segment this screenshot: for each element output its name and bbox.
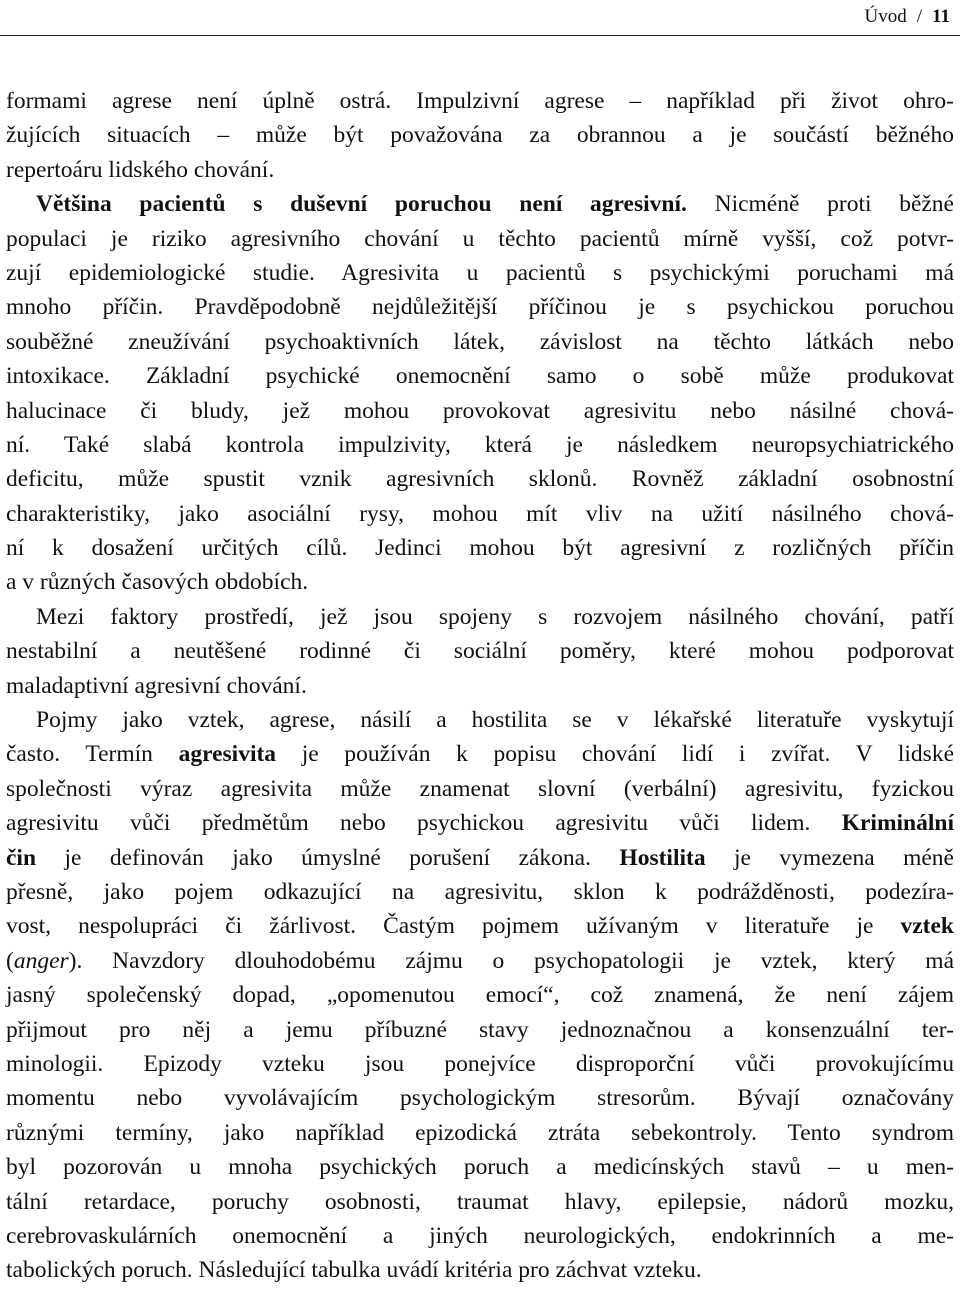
text-line	[6, 806, 954, 840]
text-line	[6, 841, 954, 875]
text-line	[6, 978, 954, 1012]
text-line	[6, 737, 954, 771]
bold-term: Kriminální	[841, 810, 954, 837]
text-line	[6, 118, 954, 152]
text-line	[6, 1047, 954, 1081]
text-run: zují epidemiologické studie. Agresivita u pacientů s psychickými poruchami má	[6, 259, 954, 286]
text-line	[6, 772, 954, 806]
text-line	[6, 1253, 954, 1287]
text-run: přesně, jako pojem odkazující na agresivitu, sklon k podrážděnosti, podezíra-	[6, 878, 954, 905]
text-run: intoxikace. Základní psychické onemocnění samo o sobě může produkovat	[6, 363, 954, 390]
text-run: nestabilní a neutěšené rodinné či sociální poměry, které mohou podporovat	[6, 638, 954, 665]
text-run: agresivitu vůči předmětům nebo psychickou agresivitu vůči lidem.	[6, 810, 842, 837]
text-line	[6, 703, 954, 737]
text-line	[6, 1219, 954, 1253]
text-run: společnosti výraz agresivita může znamenat slovní (verbální) agresivitu, fyzickou	[6, 775, 954, 802]
bold-term: agresivita	[178, 741, 277, 768]
text-run: Mezi faktory prostředí, jež jsou spojeny s rozvojem násilného chování, patří	[36, 603, 954, 630]
text-run: momentu nebo vyvolávajícím psychologickým stresorům. Bývají označovány	[6, 1085, 954, 1112]
text-run: cerebrovaskulárních onemocnění a jiných neurologických, endokrinních a me-	[6, 1222, 954, 1249]
body-text	[6, 84, 954, 1288]
text-line	[6, 600, 954, 634]
text-run: mnoho příčin. Pravděpodobně nejdůležitější příčinou je s psychickou poruchou	[6, 294, 954, 321]
text-run: je definován jako úmyslné porušení zákona.	[36, 844, 620, 871]
text-line	[6, 359, 954, 393]
text-line	[6, 634, 954, 668]
text-line	[6, 462, 954, 496]
text-line	[6, 325, 954, 359]
text-run: a v různých časových obdobích.	[6, 569, 309, 596]
running-head-text	[865, 6, 950, 28]
text-line	[6, 187, 954, 221]
text-run: je vymezena méně	[705, 844, 954, 871]
text-run: je používán k popisu chování lidí i zvířat. V lidské	[276, 741, 955, 768]
text-run: Pojmy jako vztek, agrese, násilí a hostilita se v lékařské literatuře vyskytují	[36, 707, 954, 734]
text-run: halucinace či bludy, jež mohou provokovat agresivitu nebo násilné chová-	[6, 397, 954, 424]
text-run: byl pozorován u mnoha psychických poruch a medicínských stavů – u men-	[6, 1154, 954, 1181]
text-line	[6, 909, 954, 943]
text-line	[6, 1116, 954, 1150]
text-line	[6, 153, 954, 187]
text-run: formami agrese není úplně ostrá. Impulzivní agrese – například při život ohro-	[6, 88, 954, 114]
text-line	[6, 1150, 954, 1184]
text-run: maladaptivní agresivní chování.	[6, 672, 307, 699]
text-run: ní. Také slabá kontrola impulzivity, která je následkem neuropsychiatrického	[6, 431, 954, 458]
text-run: často. Termín	[6, 741, 179, 768]
text-run: (	[6, 947, 14, 974]
text-run: jasný společenský dopad, „opomenutou emocí“, což znamená, že není zájem	[6, 982, 954, 1009]
text-line	[6, 1013, 954, 1047]
text-line	[6, 1185, 954, 1219]
text-line	[6, 1081, 954, 1115]
text-line	[6, 531, 954, 565]
text-run: vost, nespolupráci či žárlivost. Častým pojmem užívaným v literatuře je	[6, 913, 901, 940]
bold-term: Většina pacientů s duševní poruchou není agresivní.	[36, 191, 687, 218]
text-line	[6, 394, 954, 428]
text-line	[6, 497, 954, 531]
separator: /	[916, 6, 923, 27]
text-line	[6, 222, 954, 256]
text-line	[6, 256, 954, 290]
text-run: minologii. Epizody vzteku jsou ponejvíce disproporční vůči provokujícímu	[6, 1050, 954, 1077]
text-run: repertoáru lidského chování.	[6, 156, 275, 183]
page-number: 11	[932, 6, 950, 27]
text-run: žujících situacích – může být považována za obrannou a je součástí běžného	[6, 122, 954, 149]
text-run: ní k dosažení určitých cílů. Jedinci mohou být agresivní z rozličných příčin	[6, 535, 954, 562]
italic-term: anger	[13, 947, 69, 974]
text-line	[6, 290, 954, 324]
text-run: různými termíny, jako například epizodická ztráta sebekontroly. Tento syndrom	[6, 1119, 954, 1146]
bold-term: Hostilita	[619, 844, 706, 871]
text-run: deficitu, může spustit vznik agresivních sklonů. Rovněž základní osobnostní	[6, 466, 954, 493]
text-run: populaci je riziko agresivního chování u těchto pacientů mírně vyšší, což potvr-	[6, 225, 954, 252]
text-run: přijmout pro něj a jemu příbuzné stavy jednoznačnou a konsenzuální ter-	[6, 1016, 954, 1043]
text-line	[6, 565, 954, 599]
text-line	[6, 875, 954, 909]
text-run: souběžné zneužívání psychoaktivních látek, závislost na těchto látkách nebo	[6, 328, 954, 355]
text-run: charakteristiky, jako asociální rysy, mohou mít vliv na užití násilného chová-	[6, 500, 954, 527]
text-line	[6, 428, 954, 462]
text-run: tabolických poruch. Následující tabulka uvádí kritéria pro záchvat vzteku.	[6, 1257, 702, 1284]
section-title: Úvod	[864, 6, 907, 27]
bold-term: vztek	[900, 913, 954, 940]
running-head	[0, 0, 960, 36]
text-line	[6, 669, 954, 703]
bold-term: čin	[6, 844, 37, 871]
text-line	[6, 84, 954, 118]
text-line	[6, 944, 954, 978]
text-run: Nicméně proti běžné	[686, 191, 954, 218]
text-run: tální retardace, poruchy osobnosti, traumat hlavy, epilepsie, nádorů mozku,	[6, 1188, 954, 1215]
text-run: ). Navzdory dlouhodobému zájmu o psychopatologii je vztek, který má	[68, 947, 954, 974]
